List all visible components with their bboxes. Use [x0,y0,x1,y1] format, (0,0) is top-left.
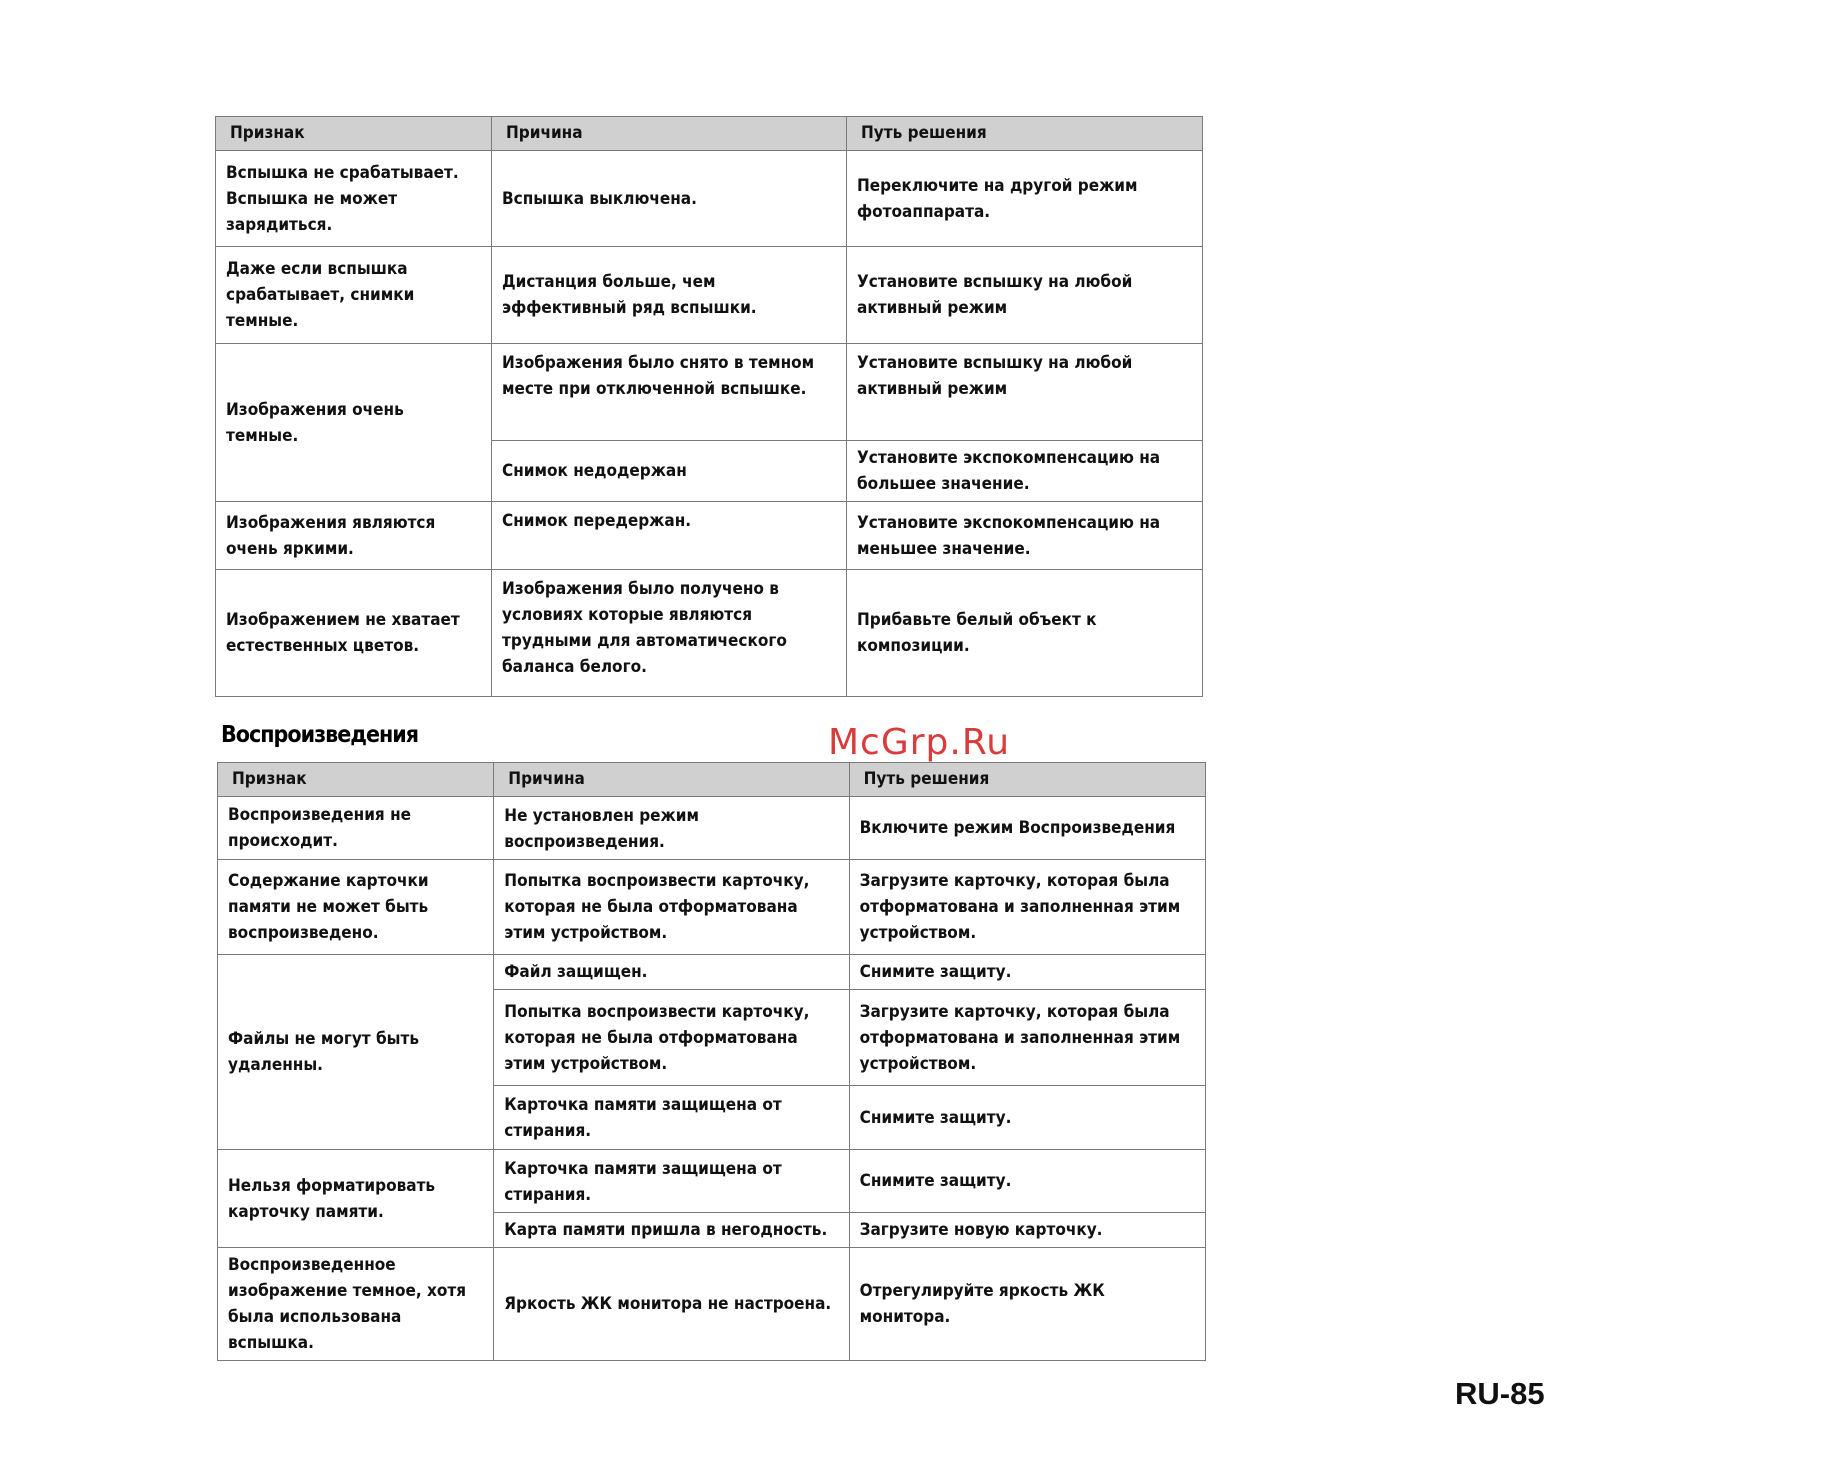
symptom-cell: Файлы не могут быть удаленны. [218,955,494,1150]
solution-cell: Установите экспокомпенсацию на большее значение. [847,441,1203,502]
symptom-cell: Изображением не хватает естественных цветов. [216,570,492,697]
symptom-cell: Воспроизведенное изображение темное, хотя была использована вспышка. [218,1248,494,1361]
playback-troubleshooting-table [217,762,1206,1361]
header-symptom: Признак [216,117,492,151]
table-row [218,1248,1206,1361]
header-cause: Причина [492,117,847,151]
symptom-cell: Воспроизведения не происходит. [218,797,494,860]
solution-cell: Загрузите карточку, которая была отформатована и заполненная этим устройством. [849,860,1205,955]
cause-cell: Вспышка выключена. [492,151,847,247]
cause-cell: Дистанция больше, чем эффективный ряд вспышки. [492,247,847,344]
header-cause: Причина [494,763,849,797]
cause-cell: Карточка памяти защищена от стирания. [494,1086,849,1150]
header-symptom: Признак [218,763,494,797]
cause-cell: Попытка воспроизвести карточку, которая не была отформатована этим устройством. [494,990,849,1086]
cause-cell: Попытка воспроизвести карточку, которая не была отформатована этим устройством. [494,860,849,955]
symptom-cell: Нельзя форматировать карточку памяти. [218,1150,494,1248]
cause-cell: Яркость ЖК монитора не настроена. [494,1248,849,1361]
table-row [218,1150,1206,1213]
table-row [218,797,1206,860]
solution-cell: Переключите на другой режим фотоаппарата. [847,151,1203,247]
cause-cell: Снимок передержан. [492,502,847,570]
cause-cell: Изображения было получено в условиях которые являются трудными для автоматического баланса белого. [492,570,847,697]
table-row [216,151,1203,247]
cause-cell: Изображения было снято в темном месте при отключенной вспышке. [492,344,847,441]
cause-cell: Карточка памяти защищена от стирания. [494,1150,849,1213]
cause-cell: Карта памяти пришла в негодность. [494,1213,849,1248]
flash-troubleshooting-table [215,116,1203,697]
solution-cell: Установите вспышку на любой активный режим [847,247,1203,344]
header-solution: Путь решения [847,117,1203,151]
page-number: RU-85 [1455,1376,1545,1411]
symptom-cell: Вспышка не срабатывает. Вспышка не может зарядиться. [216,151,492,247]
solution-cell: Включите режим Воспроизведения [849,797,1205,860]
symptom-cell: Изображения очень темные. [216,344,492,502]
table-row [216,502,1203,570]
symptom-cell: Изображения являются очень яркими. [216,502,492,570]
solution-cell: Установите экспокомпенсацию на меньшее значение. [847,502,1203,570]
table-row [218,860,1206,955]
table-row [216,570,1203,697]
solution-cell: Снимите защиту. [849,1086,1205,1150]
symptom-cell: Даже если вспышка срабатывает, снимки темные. [216,247,492,344]
header-solution: Путь решения [849,763,1205,797]
solution-cell: Снимите защиту. [849,1150,1205,1213]
watermark: McGrp.Ru [828,722,1011,763]
symptom-cell: Содержание карточки памяти не может быть воспроизведено. [218,860,494,955]
solution-cell: Отрегулируйте яркость ЖК монитора. [849,1248,1205,1361]
solution-cell: Прибавьте белый объект к композиции. [847,570,1203,697]
table-row [216,247,1203,344]
table-header-row [218,763,1206,797]
solution-cell: Установите вспышку на любой активный режим [847,344,1203,441]
section-title-playback: Воспроизведения [221,722,419,748]
cause-cell: Файл защищен. [494,955,849,990]
table-row [218,955,1206,990]
solution-cell: Загрузите новую карточку. [849,1213,1205,1248]
solution-cell: Снимите защиту. [849,955,1205,990]
table-row [216,344,1203,441]
cause-cell: Снимок недодержан [492,441,847,502]
table-header-row [216,117,1203,151]
solution-cell: Загрузите карточку, которая была отформатована и заполненная этим устройством. [849,990,1205,1086]
cause-cell: Не установлен режим воспроизведения. [494,797,849,860]
